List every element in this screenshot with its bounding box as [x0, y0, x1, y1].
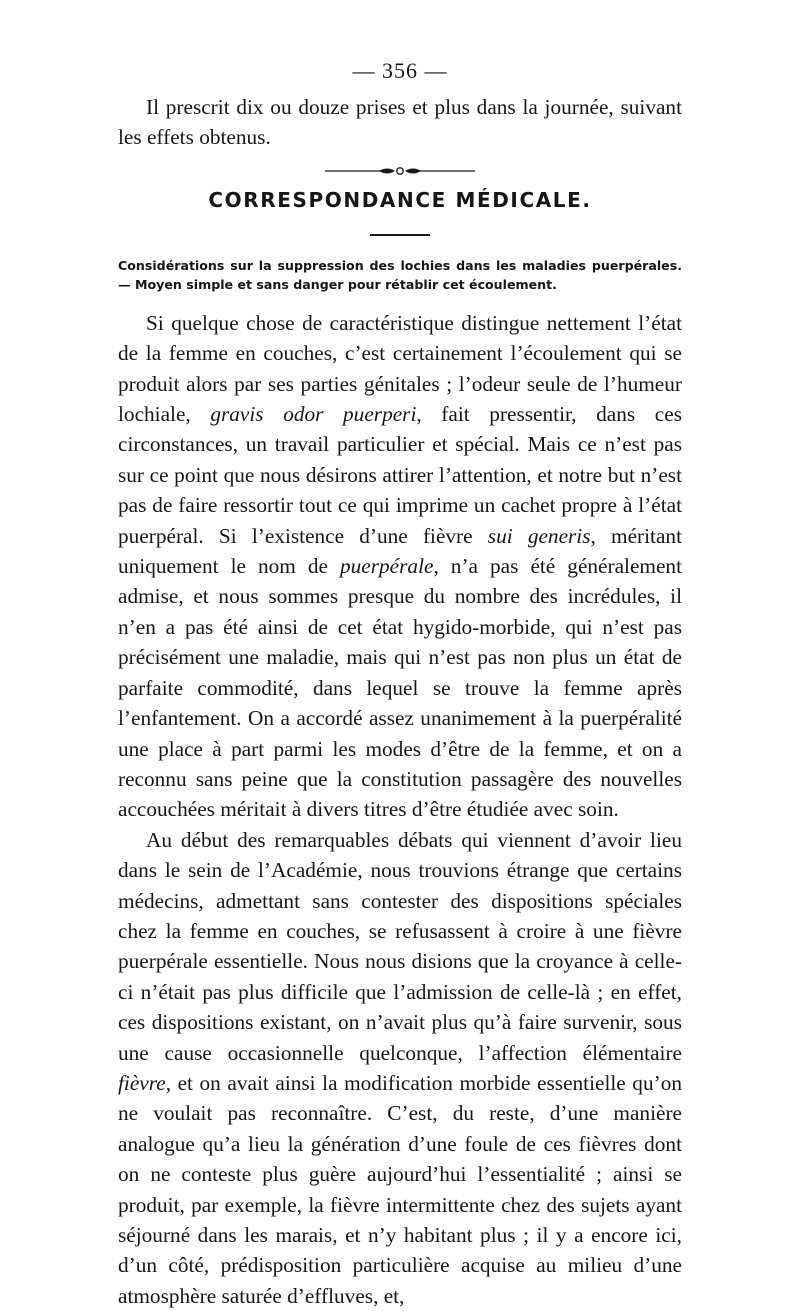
section-title: CORRESPONDANCE MÉDICALE.: [208, 187, 592, 212]
para2-text-a: Au début des remarquables débats qui viennent d’avoir lieu dans le sein de l’Académie, nous trouvions étrange que certains médecins, admettant sans contester des dispositions spéciales chez la femme en couches, se refusassent à croire à une fièvre puerpérale essentielle. Nous nous disions que la croyance à celle-ci n’était pas plus difficile que l’admission de celle-là ; en effet, ces dispositions existant, on n’avait plus qu’à faire survenir, sous une cause occasionnelle quelconque, l’affection élémentaire: [118, 827, 682, 1065]
para2-italic-fievre: fièvre: [118, 1070, 166, 1095]
opening-paragraph: Il prescrit dix ou douze prises et plus dans la journée, suivant les effets obtenus.: [118, 95, 682, 150]
article-subtitle: Considérations sur la suppression des lochies dans les maladies puerpérales. — Moyen simple et sans danger pour rétablir cet écoulement.: [118, 257, 682, 292]
para2-text-c: , et on avait ainsi la modification morbide essentielle qu’on ne voulait pas reconnaître. C’est, du reste, d’une manière analogue qu’a lieu la génération d’une foule de ces fièvres dont on ne conteste plus guère aujourd’hui l’essentialité ; ainsi se produit, par exemple, la fièvre intermittente chez des sujets ayant séjourné dans les marais, et n’y habitant plus ; il y a encore ici, d’un côté, prédisposition particulière acquise au milieu d’une atmosphère saturée d’effluves, et,: [118, 1070, 682, 1308]
ornament-divider-icon: [325, 164, 475, 178]
para1-text-e: , méritant uniquement le nom de: [118, 523, 682, 579]
body-paragraph-2: [118, 825, 682, 1311]
para1-italic-puerperale: puerpérale: [340, 554, 434, 579]
body-paragraph-1: [118, 308, 682, 825]
title-rule: [370, 234, 430, 236]
para1-text-g: , n’a pas été généralement admise, et nous sommes presque du nombre des incrédules, il n’en a pas été ainsi de cet état hygido-morbide, qui n’est pas précisément une maladie, mais qui n’est pas non plus un état de parfaite commodité, dans lequel se trouve la femme après l’enfantement. On a accordé assez unanimement à la puerpéralité une place à part parmi les modes d’être de la femme, et on a reconnu sans peine que la constitution passagère des nouvelles accouchées méritait à divers titres d’être étudiée avec soin.: [118, 554, 682, 822]
para1-text-a: Si quelque chose de caractéristique distingue nettement l’état de la femme en couches, c’est certainement l’écoulement qui se produit alors par ses parties génitales ; l’odeur seule de l’humeur lochiale,: [118, 310, 682, 427]
para1-italic-sui-generis: sui generis: [487, 523, 591, 548]
para1-text-c: , fait pressentir, dans ces circonstances, un travail particulier et spécial. Mais ce n’est pas sur ce point que nous désirons attirer l’attention, et notre but n’est pas de faire ressortir tout ce qui imprime un cachet propre à l’état puerpéral. Si l’existence d’une fièvre: [118, 402, 682, 548]
page-number: — 356 —: [352, 58, 448, 83]
para1-italic-gravis-odor: gravis odor puerperi: [210, 402, 417, 427]
